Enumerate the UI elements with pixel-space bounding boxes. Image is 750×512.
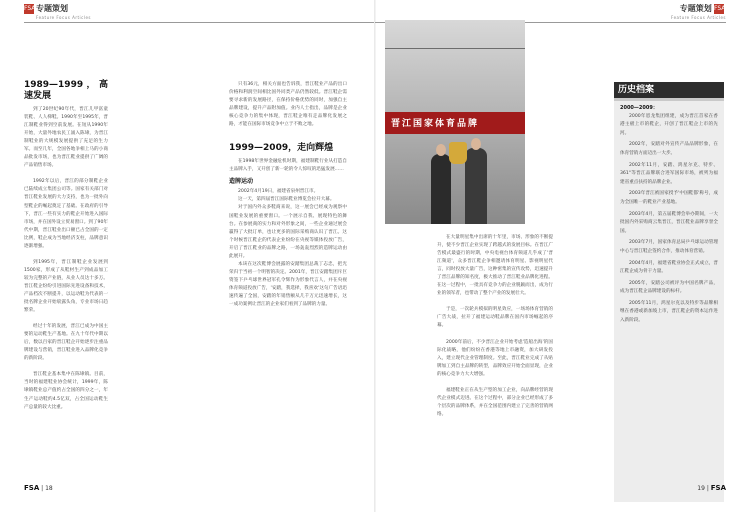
left-column-2 [229, 81, 347, 309]
paragraph: 只有36元，相关方面也告诉我，晋江鞋业产品的出口价格和利润空间相比国外同类产品仍然较低。晋江鞋企需要寻求新的发展路径，在保持价格优势的同时，加强自主品牌建设，提升产品附加值。业内人士指出，品牌是企业核心竞争力的集中体现，晋江鞋企唯有走品牌化发展之路，才能在国际市场竞争中立于不败之地。 [229, 82, 347, 128]
sidebar-body [614, 101, 724, 332]
paragraph: 于是，一次轮兵模拟的明星效应，一场场体育营销的广告大战，拉开了福建运动鞋品牌在国内市场崛起的序幕。 [437, 307, 553, 329]
paragraph: 到了20世纪90年代，晋江儿甲富童装鞋、人人梯鞋。1990年至1995年，晋江制鞋业得到空前发展。在短从1990年开始，大量外地农民工涌入陈埭，为晋江制鞋业的大规模发展提供了充足的生力军。而至几年，全国各地争相上马的小商品批发市场，也为晋江鞋业提供了广阔的产品销售市场。 [24, 107, 108, 169]
page-number: 19 [697, 485, 705, 492]
paragraph: 晋江鞋企基本集中在陈埭镇。目前，当时的福建鞋业协会统计，1999年，陈埭镇鞋业总产值约占全国的四分之一，年生产运动鞋约4.5亿双，占全国运动鞋生产总量的较大比重。 [24, 372, 108, 410]
footer-left: FSA | 18 [24, 484, 53, 492]
section-heading-1989: 1989—1999，高速发展 [24, 80, 108, 101]
footer-brand: FSA [24, 484, 40, 492]
page-number: 18 [45, 485, 53, 492]
brand-name: 专题策划 [36, 4, 68, 13]
person-figure [431, 154, 451, 224]
sidebar-entry: 2002年，安踏对外宣传产品品牌形象，在体育营销方面迈出一大步。 [620, 142, 718, 156]
sidebar-entry: 2003年4月，第五届鞋博会举办期间，一大批国内外采购商云集晋江，晋江鞋业品牌享誉全国。 [620, 211, 718, 234]
left-column-1 [24, 80, 108, 412]
section-heading-1999: 1999—2009，走向辉煌 [229, 143, 334, 154]
right-column [437, 234, 553, 419]
person-figure [465, 148, 487, 224]
brand-subtitle: Feature Focus Articles [671, 15, 726, 20]
history-sidebar [614, 82, 724, 502]
paragraph: 经过十年的发展，晋江已成为中国主要的运动鞋生产基地。在九十年代中期以后，数以百家的晋江鞋企开始逐步注重品牌建设与营销，晋江鞋业进入品牌化竞争的新阶段。 [24, 324, 108, 362]
paragraph: 在大量明星集中出席的十年里，市场、形象的不断提升，使不少晋江企业实现了跨越式的发展目标。在晋江广告模式最盛行的时期，中央电视台体育频道几乎成了'晋江频道'，众多晋江鞋企争相邀请体育明星、影视明星代言，同时投放大量广告，这种密集的宣传攻势，迅速提升了晋江品牌的知名度，极大推动了晋江鞋业品牌化进程。在这一过程中，一批具有竞争力的企业脱颖而出，成为行业的领军者，也带动了整个产业的发展壮大。 [437, 235, 553, 297]
paragraph: 1992年以后，晋江的部分制鞋企业已陆续成立集团公司等。国家有关部门对晋江鞋业发展的大力支持，也为一批外向型鞋企的崛起奠定了基础。在政府的引导下，晋江一些有实力的鞋企开始进入国际市场，并在国外设立贸易窗口。到了90年代中期，晋江鞋业出口额已占全国的一定比例，鞋企成为当地经济支柱，品牌意识逐渐增强。 [24, 179, 108, 249]
paragraph: 本该在这次鞋博会展露的安踏集团总裁丁志忠，把光荣归于当初一个明智的决定。2001年，晋江安踏集团斥巨资签下乒乓球世界冠军孔令辉作为形象代言人，并在央视体育频道投放广告，'安踏，我选择，我喜欢'这句广告语迅速传遍了全国，安踏的年销售额从几千万元迅速增长，这一成功案例让晋江的企业家们看到了品牌的力量。 [229, 261, 347, 308]
brand-subtitle: Feature Focus Articles [36, 15, 91, 20]
paragraph: 到1995年，晋江制鞋企业发展到1500家，形成了从鞋材生产到成品加工较为完整的产业链，从业人员达十多万。晋江鞋企纷纷引进国际先进设备和技术，产品档次不断提升，以运动鞋为代表的一批名牌企业开始崭露头角，专业市场日趋繁荣。 [24, 259, 108, 314]
brand-logo-right [671, 4, 726, 22]
footer-right: 19 | FSA [697, 484, 726, 492]
sidebar-entry: 2004年4月，福建省鞋业协会正式成立，晋江鞋企成为骨干力量。 [620, 260, 718, 275]
paragraph: 对于国内外众多鞋商来说，这一展会已经成为观察中国鞋业发展的重要窗口。一个展示自我、展现特色的舞台。在参展商的实力和对外形象之间，一些企业通过展会赢得了大批订单，也让更多的国际采购商认识了晋江。这个时候晋江鞋企的代表企业纷纷在央视等媒体投放广告，开启了晋江鞋业的品牌之路，一场轰轰烈烈的造牌运动由此展开。 [229, 205, 347, 259]
sidebar-entry: 2005年11月，鸿星尔克以及特步等品牌相继在香港或新加坡上市，晋江鞋企的资本运作进入新阶段。 [620, 300, 718, 324]
paragraph: 2002年4月19日，福建省泉州晋江市。 [238, 189, 319, 195]
logo-mark: FSA [24, 5, 36, 12]
paragraph: 2000年前后，不少晋江企业开始考虑'造船出海'的国际化战略，他们纷纷在香港等地上市融资，加大研发投入，建立现代企业管理制度。至此，晋江鞋业完成了从贴牌加工到自主品牌的转型，品牌效应开始全面显现，企业的核心竞争力大大增强。 [437, 339, 553, 377]
right-page [375, 0, 750, 512]
brand-logo-left [24, 4, 91, 22]
photo-banner-text: 晋江国家体育品牌 [391, 119, 480, 129]
sidebar-entry: 2000年恩龙集团组建，成为晋江首家在香港主板上市的鞋企，开创了晋江鞋企上市的先河。 [620, 113, 718, 136]
logo-mark: FSA [714, 5, 726, 12]
sidebar-entry: 2005年，安踏公司被评为中国名牌产品，成为晋江鞋企品牌建设的标杆。 [620, 280, 718, 295]
sidebar-entry: 2002年11月，安踏、鸿星尔克、特步、361°等晋江品牌联合进军国际市场，被列为福建省重点扶持的品牌企业。 [620, 162, 718, 185]
header-rule [24, 22, 375, 23]
sidebar-entry: 2003年晋江被国家授予'中国鞋都'称号，成为全国唯一的鞋业产业基地。 [620, 191, 718, 205]
paragraph: 这一天，第四届晋江国际鞋业博览会拉开大幕。 [238, 197, 335, 203]
footer-brand: FSA [710, 484, 726, 492]
trophy-icon [449, 142, 467, 164]
subheading-brand-campaign: 造牌运动 [229, 178, 254, 186]
event-photo [385, 20, 525, 224]
paragraph: 在1998年世界金融危机时期，福建制鞋行业从打造自主品牌入手，又开创了新一轮的令人惊叹的迅猛发展…… [229, 159, 347, 173]
sidebar-range: 2000—2009： [620, 105, 658, 111]
sidebar-entry: 2003年7月，国家体育总局乒乓球运动管理中心与晋江鞋企签约合作，推动体育营销。 [620, 240, 718, 254]
sidebar-title: 历史档案 [614, 82, 724, 98]
paragraph: 福建鞋业正在从生产型的加工企业，向品牌经营的现代企业模式迈进。在这个过程中，部分企业已经形成了多个层次的品牌体系，并在全国范围内建立了完善的营销网络。 [437, 387, 553, 417]
brand-name: 专题策划 [679, 4, 712, 13]
